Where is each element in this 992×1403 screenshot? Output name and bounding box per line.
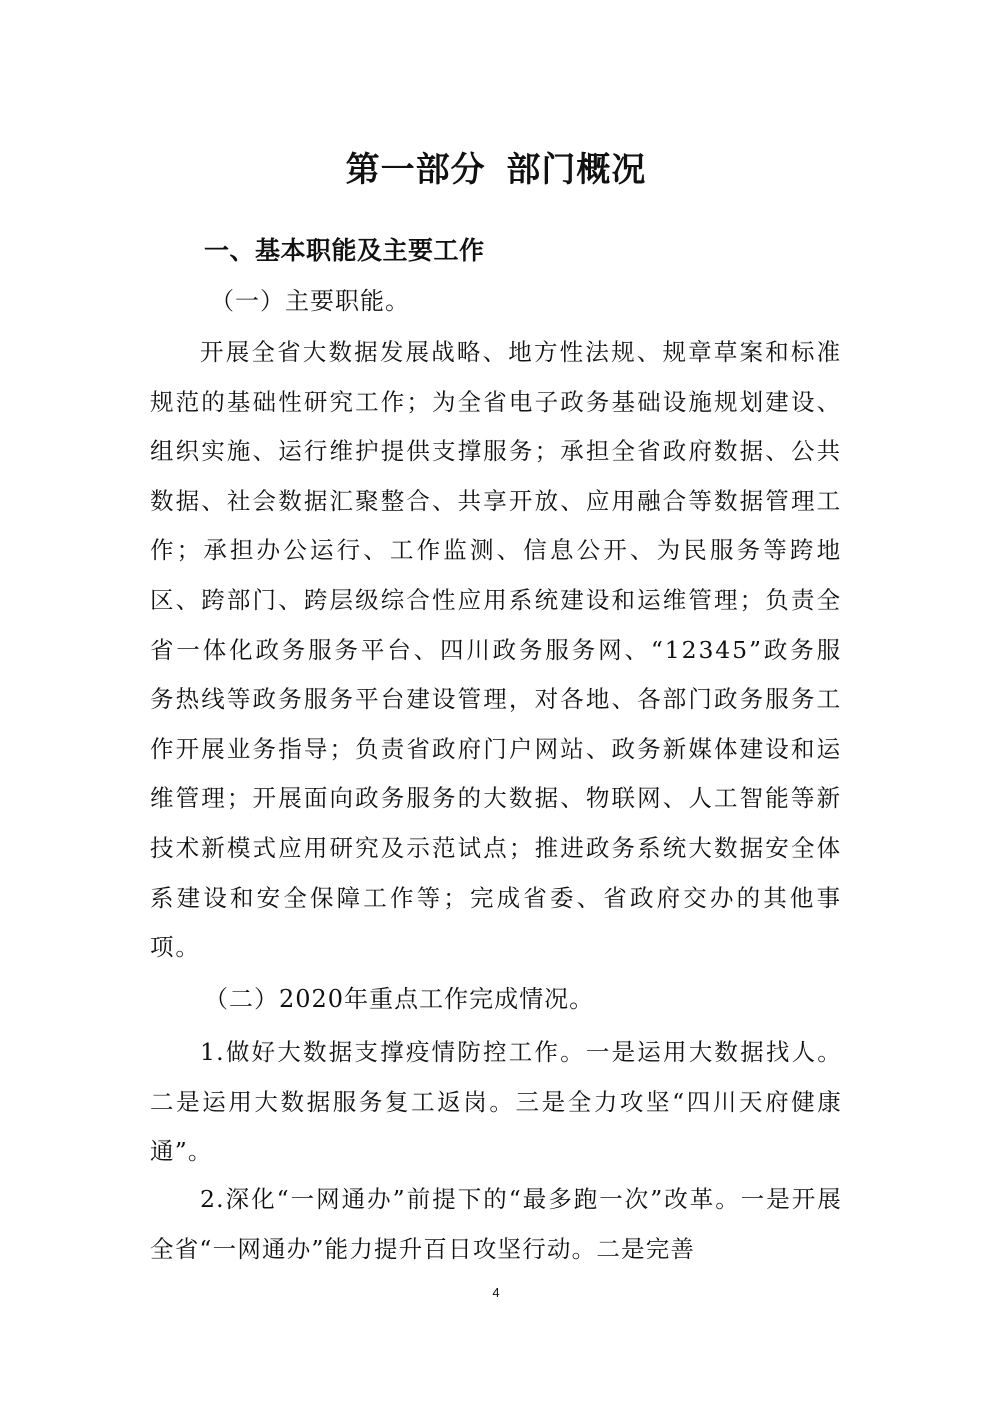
section-heading: 一、基本职能及主要工作	[204, 236, 485, 265]
paragraph-one-network-reform: 2.深化“一网通办”前提下的“最多跑一次”改革。一是开展全省“一网通办”能力提升百日攻坚行动。二是完善	[150, 1185, 842, 1263]
page-number: 4	[492, 1285, 500, 1300]
paragraph-main-functions: 开展全省大数据发展战略、地方性法规、规章草案和标准规范的基础性研究工作；为全省电子政务基础设施规划建设、组织实施、运行维护提供支撑服务；承担全省政府数据、公共数据、社会数据汇聚整合、共享开放、应用融合等数据管理工作；承担办公运行、工作监测、信息公开、为民服务等跨地区、跨部门、跨层级综合性应用系统建设和运维管理；负责全省一体化政务服务平台、四川政务服务网、“12345”政务服务热线等政务服务平台建设管理，对各地、各部门政务服务工作开展业务指导；负责省政府门户网站、政务新媒体建设和运维管理；开展面向政务服务的大数据、物联网、人工智能等新技术新模式应用研究及示范试点；推进政务系统大数据安全体系建设和安全保障工作等；完成省委、省政府交办的其他事项。	[150, 338, 842, 962]
subsection-heading-main-functions: （一）主要职能。	[210, 287, 410, 315]
subsection-heading-key-work-2020: （二）2020年重点工作完成情况。	[204, 985, 595, 1013]
page-title: 第一部分 部门概况	[345, 149, 647, 190]
paragraph-epidemic-control: 1.做好大数据支撑疫情防控工作。一是运用大数据找人。二是运用大数据服务复工返岗。三是全力攻坚“四川天府健康通”。	[150, 1038, 842, 1166]
